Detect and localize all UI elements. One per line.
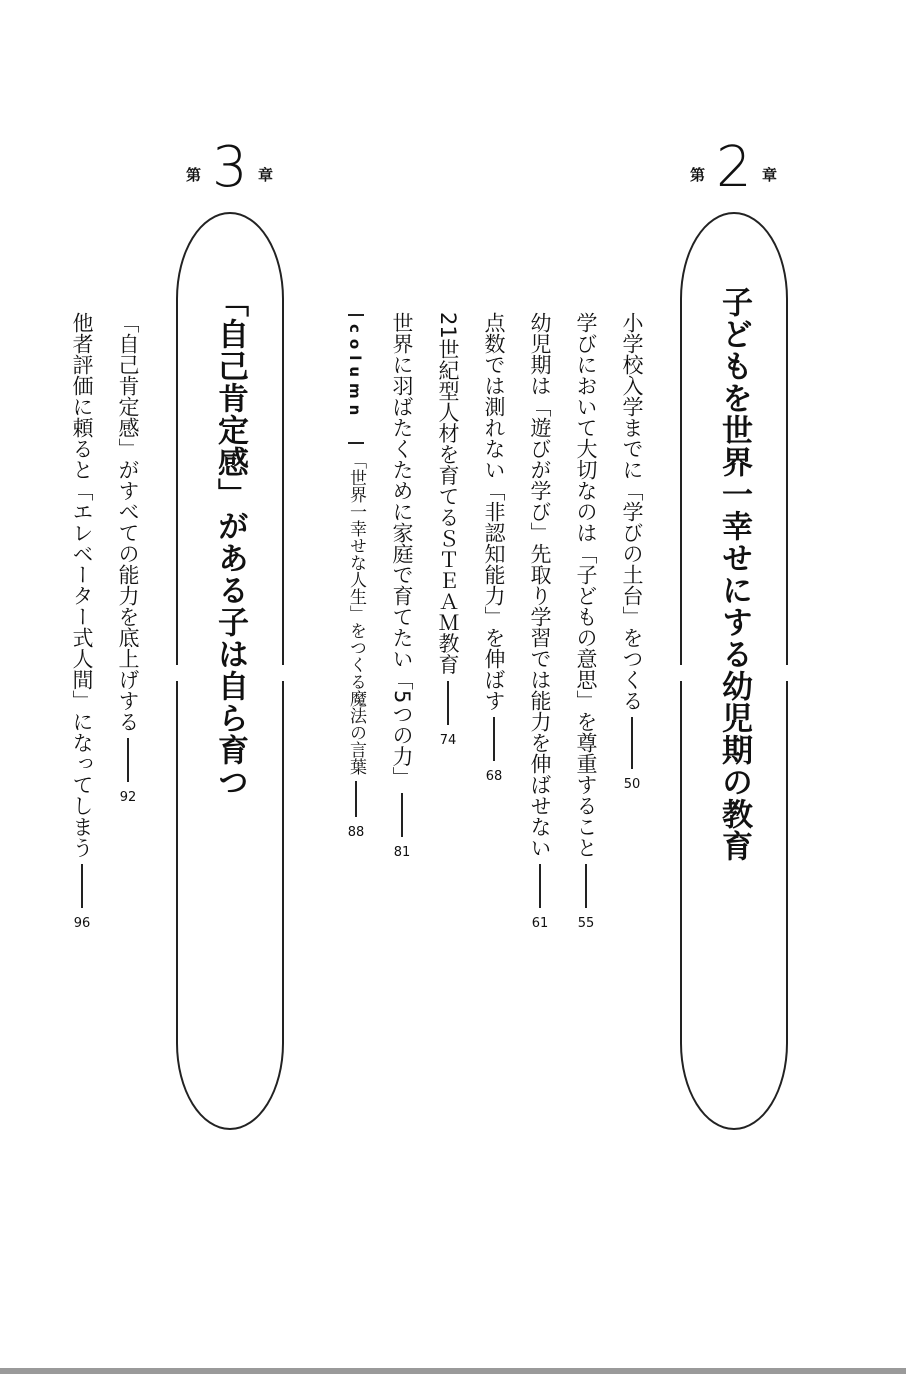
toc-entry-text: 「世界一幸せな人生」をつくる魔法の言葉 <box>346 452 366 775</box>
toc-page-number: 81 <box>393 845 411 861</box>
toc-entry[interactable] <box>566 312 606 931</box>
toc-entry-text: 21世紀型人材を育てるＳＴＥＡＭ教育 <box>436 312 460 675</box>
frame-gap <box>784 665 792 681</box>
toc-page-number: 68 <box>485 769 503 784</box>
toc-entry[interactable] <box>62 312 102 931</box>
toc-leader-line <box>493 717 495 761</box>
page-bottom-edge <box>0 1368 906 1374</box>
toc-entry-text: 世界に羽ばたくために家庭で育てたい「5つの力」 <box>390 312 414 788</box>
toc-entry[interactable] <box>108 312 148 805</box>
toc-leader-line <box>447 681 449 725</box>
toc-entry[interactable] <box>474 312 514 784</box>
toc-leader-line <box>631 717 633 769</box>
toc-entry[interactable] <box>520 312 560 931</box>
toc-leader-line <box>81 864 83 908</box>
toc-page-number: 92 <box>119 790 137 805</box>
toc-entry-text: 幼児期は「遊びが学び」先取り学習では能力を伸ばせない <box>528 312 552 858</box>
toc-page-number: 96 <box>73 916 91 931</box>
toc-leader-line <box>401 793 403 837</box>
chapter-prefix: 第 <box>690 166 706 184</box>
toc-entry[interactable] <box>382 312 422 860</box>
frame-gap <box>280 665 288 681</box>
toc-entry-text: 点数では測れない「非認知能力」を伸ばす <box>482 312 506 711</box>
toc-leader-line <box>355 781 357 817</box>
frame-gap <box>676 665 684 681</box>
column-rule-bottom <box>348 442 364 444</box>
chapter-3-label <box>184 135 276 204</box>
toc-page-number: 74 <box>439 732 457 748</box>
toc-column-entry[interactable] <box>336 452 376 840</box>
chapter-number: 2 <box>716 135 752 200</box>
toc-entry[interactable] <box>428 312 468 748</box>
frame-gap <box>172 665 180 681</box>
toc-leader-line <box>585 864 587 908</box>
chapter-prefix: 第 <box>186 166 202 184</box>
chapter-3-title: 「自己肯定感」がある子は自ら育つ <box>212 286 248 798</box>
toc-entry-text: 他者評価に頼ると「エレベーター式人間」になってしまう <box>70 312 94 858</box>
toc-entry-text: 「自己肯定感」がすべての能力を底上げする <box>116 312 140 732</box>
toc-entry-text: 小学校入学までに「学びの土台」をつくる <box>620 312 644 711</box>
toc-leader-line <box>127 738 129 782</box>
chapter-suffix: 章 <box>258 166 274 184</box>
chapter-number: 3 <box>212 135 248 200</box>
toc-entry-text: 学びにおいて大切なのは「子どもの意思」を尊重すること <box>574 312 598 858</box>
chapter-2-label <box>688 135 780 204</box>
toc-page-number: 55 <box>577 916 595 931</box>
column-label: column <box>346 324 364 422</box>
toc-entry[interactable] <box>612 312 652 792</box>
column-rule-top <box>348 314 364 316</box>
toc-page-number: 88 <box>347 825 365 840</box>
toc-page-number: 61 <box>531 916 549 931</box>
chapter-suffix: 章 <box>762 166 778 184</box>
toc-leader-line <box>539 864 541 908</box>
chapter-2-title: 子どもを世界一幸せにする幼児期の教育 <box>716 286 752 862</box>
toc-page-number: 50 <box>623 777 641 792</box>
